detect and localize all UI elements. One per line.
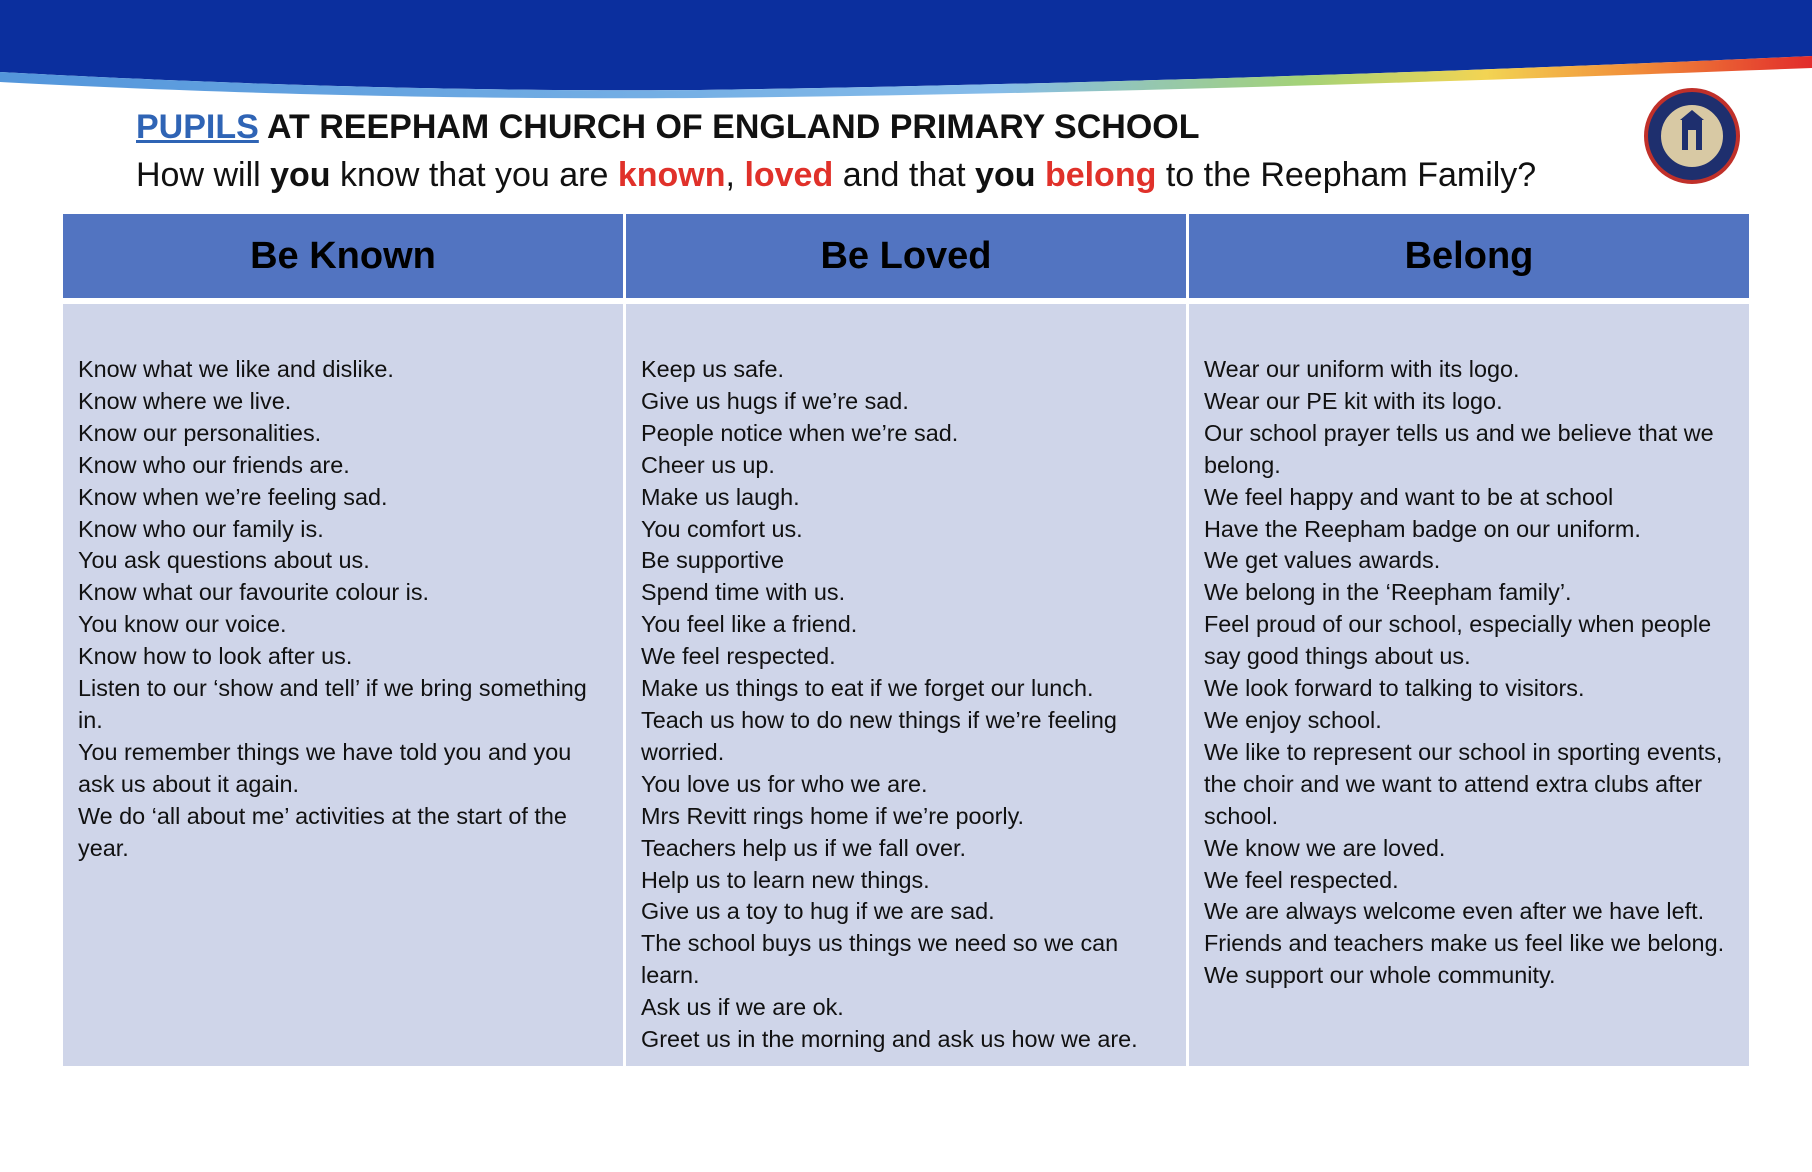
list-item: Make us laugh. <box>641 483 800 510</box>
belong-list <box>1204 354 1735 992</box>
list-item: Our school prayer tells us and we believe that we belong. <box>1204 419 1714 478</box>
list-item: Know our personalities. <box>78 419 322 446</box>
subtitle-emphasis: you <box>270 156 331 194</box>
column-heading-be-loved: Be Loved <box>626 214 1186 298</box>
be-loved-list <box>641 354 1172 1056</box>
list-item: Be supportive <box>641 547 785 574</box>
list-item: Listen to our ‘show and tell’ if we bring something in. <box>78 675 587 733</box>
values-table <box>63 214 1749 1066</box>
subtitle-known: known <box>617 156 726 194</box>
subtitle-loved: loved <box>744 156 834 194</box>
subtitle-emphasis: you <box>975 156 1036 194</box>
be-known-list <box>78 354 609 865</box>
list-item: We get values awards. <box>1204 547 1441 574</box>
subtitle-text <box>1035 156 1044 194</box>
list-item: Know when we’re feeling sad. <box>78 483 388 510</box>
list-item: The school buys us things we need so we can learn. <box>641 930 1119 989</box>
page-title <box>136 108 1200 147</box>
list-item: We feel respected. <box>641 643 836 670</box>
list-item: Know who our family is. <box>78 515 324 542</box>
title-rest: AT REEPHAM CHURCH OF ENGLAND PRIMARY SCHOOL <box>258 108 1200 146</box>
subtitle-text: How will <box>136 156 271 194</box>
page-subtitle <box>136 156 1536 195</box>
list-item: Feel proud of our school, especially when people say good things about us. <box>1204 611 1712 670</box>
list-item: Keep us safe. <box>641 356 785 382</box>
list-item: Know what we like and dislike. <box>78 356 394 382</box>
list-item: Have the Reepham badge on our uniform. <box>1204 515 1641 542</box>
subtitle-belong: belong <box>1044 156 1157 194</box>
list-item: People notice when we’re sad. <box>641 419 959 446</box>
list-item: Know who our friends are. <box>78 451 350 478</box>
list-item: Help us to learn new things. <box>641 866 930 893</box>
header-banner <box>0 0 1812 110</box>
list-item: We feel respected. <box>1204 866 1399 893</box>
subtitle-text: know that you are <box>330 156 618 194</box>
list-item: We know we are loved. <box>1204 834 1446 861</box>
list-item: We feel happy and want to be at school <box>1204 483 1614 510</box>
list-item: You love us for who we are. <box>641 770 928 797</box>
list-item: Wear our uniform with its logo. <box>1204 356 1520 382</box>
list-item: You remember things we have told you and you ask us about it again. <box>78 738 572 797</box>
list-item: You feel like a friend. <box>641 611 858 638</box>
school-crest-icon <box>1642 86 1742 186</box>
subtitle-text: to the Reepham Family? <box>1156 156 1537 194</box>
list-item: Mrs Revitt rings home if we’re poorly. <box>641 802 1025 829</box>
list-item: Ask us if we are ok. <box>641 994 844 1021</box>
subtitle-text: , <box>725 156 745 194</box>
list-item: We support our whole community. <box>1204 962 1556 989</box>
column-be-loved <box>626 304 1186 1066</box>
list-item: Greet us in the morning and ask us how we are. <box>641 1026 1138 1053</box>
list-item: We do ‘all about me’ activities at the start of the year. <box>78 802 567 861</box>
list-item: Friends and teachers make us feel like we belong. <box>1204 930 1725 957</box>
column-be-known <box>63 304 623 1066</box>
list-item: Know how to look after us. <box>78 643 353 670</box>
column-heading-belong: Belong <box>1189 214 1749 298</box>
title-highlight: PUPILS <box>136 108 259 146</box>
list-item: Give us a toy to hug if we are sad. <box>641 898 995 925</box>
column-belong <box>1189 304 1749 1066</box>
list-item: Make us things to eat if we forget our lunch. <box>641 675 1094 702</box>
list-item: We like to represent our school in sporting events, the choir and we want to attend extra clubs after school. <box>1204 738 1723 829</box>
list-item: We are always welcome even after we have left. <box>1204 898 1705 925</box>
list-item: Spend time with us. <box>641 579 846 606</box>
list-item: Know where we live. <box>78 387 292 414</box>
list-item: We look forward to talking to visitors. <box>1204 675 1585 702</box>
list-item: Teach us how to do new things if we’re feeling worried. <box>641 706 1117 765</box>
list-item: You comfort us. <box>641 515 803 542</box>
list-item: You ask questions about us. <box>78 547 370 574</box>
list-item: We belong in the ‘Reepham family’. <box>1204 579 1572 606</box>
list-item: Know what our favourite colour is. <box>78 579 430 606</box>
list-item: Give us hugs if we’re sad. <box>641 387 909 414</box>
column-heading-be-known: Be Known <box>63 214 623 298</box>
list-item: Teachers help us if we fall over. <box>641 834 967 861</box>
list-item: Cheer us up. <box>641 451 775 478</box>
list-item: We enjoy school. <box>1204 706 1382 733</box>
list-item: Wear our PE kit with its logo. <box>1204 387 1503 414</box>
list-item: You know our voice. <box>78 611 287 638</box>
subtitle-text: and that <box>833 156 976 194</box>
